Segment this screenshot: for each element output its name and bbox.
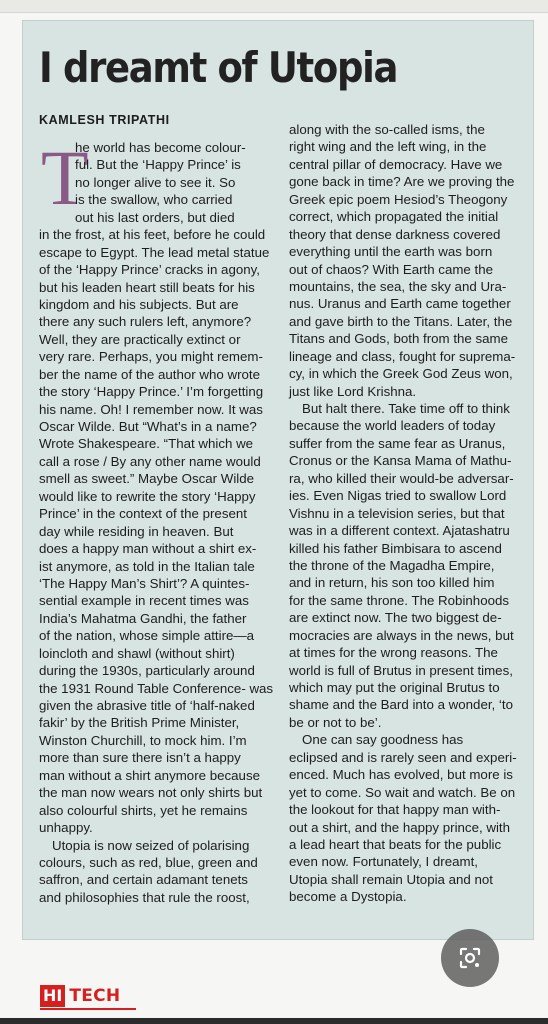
text-line: Oscar Wilde. But “What’s in a name? [39,419,257,434]
text-line: eclipsed and is rarely seen and experi- [289,749,517,765]
text-line: call a rose / By any other name would [39,453,261,469]
text-line: But halt there. Take time off to think [302,401,510,416]
text-line: colours, such as red, blue, green and [39,854,258,870]
text-line: sential example in recent times was [39,593,249,609]
text-line: and philosophies that rule the roost, [39,889,250,905]
text-line: theory that dense darkness covered [289,226,501,242]
text-line: nus. Uranus and Earth came together [289,296,511,312]
text-line: ‘The Happy Man’s Shirt’? A quintes- [39,575,250,591]
text-line: of the ‘Happy Prince’ cracks in agony, [39,262,260,278]
text-line: be or not to be’. [289,714,382,730]
text-line: there any such rulers left, anymore? [39,314,252,330]
text-line: along with the so-called isms, the [289,122,485,137]
text-line: no longer alive to see it. So [75,174,236,190]
text-line: ber the name of the author who wrote [39,366,261,382]
text-line: given the abrasive title of ‘half-naked [39,698,255,713]
article-panel [22,20,534,940]
text-line: he world has become colour- [75,140,246,155]
text-line: central pillar of democracy. Have we [289,156,503,172]
text-line: the story ‘Happy Prince.’ I’m forgetting [39,384,264,400]
brand-tech: TECH [69,986,121,1006]
text-line: saffron, and certain adamant tenets [39,872,248,888]
top-strip [0,0,548,13]
text-line: correct, which propagated the initial [289,209,499,225]
text-line: become a Dystopia. [289,889,407,905]
text-line: during the 1930s, particularly around [39,663,255,679]
text-line: his name. Oh! I remember now. It was [39,401,263,417]
right-column [289,121,527,906]
text-line: just like Lord Krishna. [289,383,417,399]
text-line: was in a different context. Ajatashatru [289,523,510,539]
text-line: and in return, his son too killed him [289,575,495,591]
text-line: loincloth and shawl (without shirt) [39,645,235,661]
text-line: more than sure there isn’t a happy [39,750,241,766]
brand-hi: HI [40,985,65,1007]
text-line: gone back in time? Are we proving the [289,174,515,190]
text-line: yet to come. So wait and watch. Be on [289,784,516,800]
text-line: escape to Egypt. The lead metal statue [39,244,270,260]
text-line: of the nation, whose simple attire—a [39,628,255,644]
text-line: right wing and the left wing, in the [289,139,487,155]
text-line: ra, who killed their would-be adversar- [289,470,514,486]
text-line: Vishnu in a television series, but that [289,505,505,521]
text-line: also colourful shirts, yet he remains [39,802,248,818]
text-line: smell as sweet.” Maybe Oscar Wilde [39,471,255,487]
text-line: Utopia is now seized of polarising [52,837,250,853]
text-line: fakir’ by the British Prime Minister, [39,715,240,731]
text-line: mocracies are always in the news, but [289,627,514,643]
text-line: the lookout for that happy man with- [289,802,501,818]
text-line: Utopia shall remain Utopia and not [289,871,494,887]
text-line: killed his father Bimbisara to ascend [289,540,502,556]
text-line: is the swallow, who carried [75,192,233,208]
lens-icon [457,945,483,971]
text-line: world is full of Brutus in present times, [289,662,513,678]
text-line: Well, they are practically extinct or [39,331,241,347]
text-line: even now. Fortunately, I dreamt, [289,854,478,870]
text-line: Titans and Gods, both from the same [289,331,509,347]
bottom-bar [0,1018,548,1024]
text-line: but his leaden heart still beats for his [39,279,255,295]
text-line: One can say goodness has [302,732,464,748]
text-line: very rare. Perhaps, you might remem- [39,349,263,365]
text-line: for the same throne. The Robinhoods [289,592,510,608]
text-line: suffer from the same fear as Uranus, [289,435,506,451]
text-line: India’s Mahatma Gandhi, the father [39,610,247,626]
text-line: mountains, the sea, the sky and Ura- [289,278,507,294]
text-line: out of chaos? With Earth came the [289,261,493,277]
text-line: out his last orders, but died [75,209,235,225]
text-line: everything until the earth was born [289,244,493,260]
text-line: a lead heart that beats for the public [289,836,502,852]
text-line: the 1931 Round Table Conference- was [39,680,274,696]
text-line: at times for the wrong reasons. The [289,645,498,661]
text-line: kingdom and his subjects. But are [39,296,239,312]
text-line: shame and the Bard into a wonder, ‘to [289,697,513,713]
text-line: ful. But the ‘Happy Prince’ is [75,157,241,173]
text-line: would like to rewrite the story ‘Happy [39,488,256,504]
byline: KAMLESH TRIPATHI [39,113,170,127]
text-line: Cronus or the Kansa Mama of Mathu- [289,453,512,469]
text-line: Greek epic poem Hesiod’s Theogony [289,191,508,207]
text-line: ies. Even Nigas tried to swallow Lord [289,488,507,504]
text-line: does a happy man without a shirt ex- [39,541,257,557]
text-line: in the frost, at his feet, before he could [39,227,266,243]
text-line: and gave birth to the Titans. Later, the [289,313,513,329]
brand-logo [40,983,120,1009]
text-line: out a shirt, and the happy prince, with [289,819,511,835]
text-line: because the world leaders of today [289,418,496,434]
text-line: day while residing in heaven. But [39,523,234,539]
lens-button[interactable] [441,929,499,987]
text-line: the throne of the Magadha Empire, [289,557,495,573]
text-line: enced. Much has evolved, but more is [289,767,513,783]
text-line: the man now wears not only shirts but [39,785,263,801]
brand-rule [40,1008,136,1010]
left-column [39,134,277,906]
text-line: lineage and class, fought for suprema- [289,348,516,364]
text-line: Wrote Shakespeare. “That which we [39,436,254,452]
drop-cap: T [41,134,89,221]
headline: I dreamt of Utopia [39,43,398,92]
text-line: man without a shirt anymore because [39,767,260,783]
text-line: Prince’ in the context of the present [39,506,247,522]
text-line: which may put the original Brutus to [289,680,500,695]
text-line: are extinct now. The two biggest de- [289,610,502,626]
text-line: cy, in which the Greek God Zeus won, [289,366,513,382]
text-line: unhappy. [39,820,93,836]
text-line: ist anymore, as told in the Italian tale [39,558,255,574]
text-line: Winston Churchill, to mock him. I’m [39,732,247,748]
